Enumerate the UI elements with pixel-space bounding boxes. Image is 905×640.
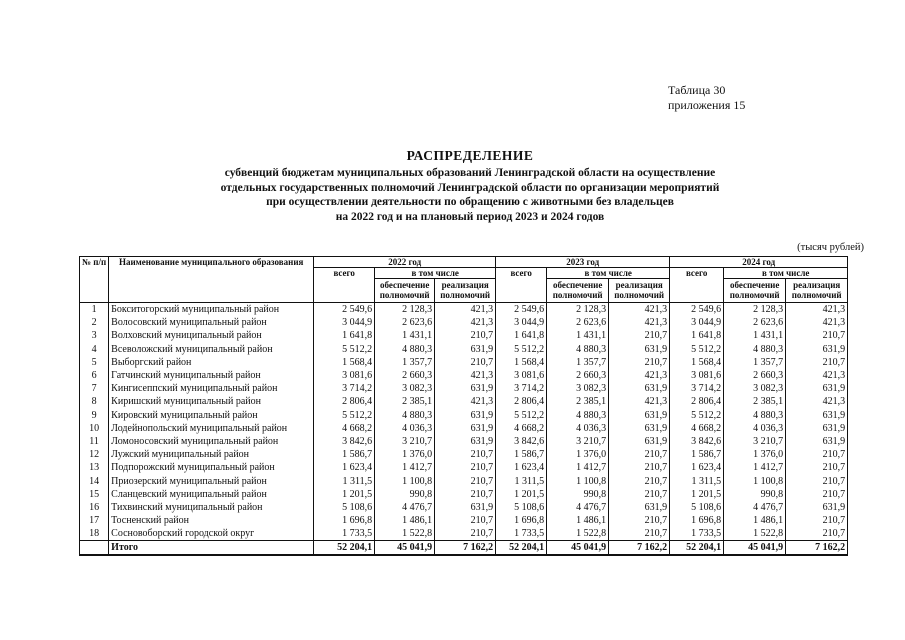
row-value: 5 512,2: [314, 343, 375, 356]
header-name: Наименование муниципального образования: [109, 257, 314, 303]
row-value: 1 623,4: [670, 461, 724, 474]
row-value: 631,9: [786, 501, 848, 514]
total-value: 7 162,2: [435, 541, 496, 556]
row-number: 11: [80, 435, 109, 448]
table-row: [80, 316, 848, 329]
row-value: 421,3: [609, 395, 670, 408]
row-number: 18: [80, 527, 109, 541]
municipality-name: Сланцевский муниципальный район: [109, 488, 314, 501]
row-value: 210,7: [786, 356, 848, 369]
row-value: 1 376,0: [375, 448, 435, 461]
row-value: 3 082,3: [375, 382, 435, 395]
row-value: 1 201,5: [496, 488, 547, 501]
row-value: 4 880,3: [547, 343, 609, 356]
row-value: 2 385,1: [724, 395, 786, 408]
row-value: 1 486,1: [547, 514, 609, 527]
row-value: 210,7: [435, 488, 496, 501]
row-value: 210,7: [609, 488, 670, 501]
row-value: 210,7: [435, 356, 496, 369]
row-value: 2 806,4: [314, 395, 375, 408]
municipality-name: Кировский муниципальный район: [109, 409, 314, 422]
row-value: 210,7: [609, 448, 670, 461]
row-value: 1 311,5: [670, 474, 724, 487]
row-value: 4 668,2: [670, 422, 724, 435]
row-value: 210,7: [435, 474, 496, 487]
header-realization: реализация полномочий: [786, 279, 848, 303]
row-value: 1 311,5: [496, 474, 547, 487]
table-number: Таблица 30: [668, 83, 726, 97]
row-value: 210,7: [435, 448, 496, 461]
table-row: [80, 422, 848, 435]
title-heading: РАСПРЕДЕЛЕНИЕ: [406, 148, 534, 163]
row-number: 1: [80, 303, 109, 317]
header-provision: обеспечение полномочий: [375, 279, 435, 303]
row-value: 421,3: [786, 316, 848, 329]
row-value: 631,9: [435, 501, 496, 514]
municipality-name: Бокситогорский муниципальный район: [109, 303, 314, 317]
municipality-name: Волосовский муниципальный район: [109, 316, 314, 329]
row-value: 1 586,7: [314, 448, 375, 461]
row-value: 210,7: [786, 329, 848, 342]
total-value: 52 204,1: [670, 541, 724, 556]
row-value: 421,3: [786, 303, 848, 317]
row-value: 5 108,6: [670, 501, 724, 514]
row-value: 1 100,8: [375, 474, 435, 487]
row-value: 1 100,8: [547, 474, 609, 487]
total-label: Итого: [109, 541, 314, 556]
row-value: 210,7: [609, 461, 670, 474]
table-row: [80, 461, 848, 474]
municipality-name: Волховский муниципальный район: [109, 329, 314, 342]
row-value: 631,9: [786, 409, 848, 422]
header-year: 2024 год: [670, 257, 848, 268]
row-value: 5 512,2: [496, 343, 547, 356]
row-value: 210,7: [609, 329, 670, 342]
row-value: 1 733,5: [314, 527, 375, 541]
row-value: 5 108,6: [496, 501, 547, 514]
header-realization: реализация полномочий: [609, 279, 670, 303]
row-value: 4 668,2: [314, 422, 375, 435]
table-reference: [668, 83, 745, 113]
row-value: 5 512,2: [496, 409, 547, 422]
row-value: 210,7: [435, 527, 496, 541]
row-number: 13: [80, 461, 109, 474]
row-value: 1 201,5: [670, 488, 724, 501]
row-value: 4 880,3: [375, 409, 435, 422]
row-value: 3 081,6: [496, 369, 547, 382]
row-value: 3 714,2: [314, 382, 375, 395]
row-value: 210,7: [786, 488, 848, 501]
municipality-name: Приозерский муниципальный район: [109, 474, 314, 487]
header-total: всего: [496, 268, 547, 303]
row-number: 4: [80, 343, 109, 356]
header-num: № п/п: [80, 257, 109, 303]
row-value: 421,3: [609, 316, 670, 329]
row-value: 631,9: [435, 409, 496, 422]
row-value: 2 385,1: [375, 395, 435, 408]
row-value: 210,7: [609, 356, 670, 369]
row-value: 1 733,5: [670, 527, 724, 541]
row-value: 2 660,3: [547, 369, 609, 382]
row-value: 3 714,2: [496, 382, 547, 395]
row-value: 4 880,3: [724, 343, 786, 356]
row-value: 3 044,9: [314, 316, 375, 329]
row-value: 210,7: [435, 461, 496, 474]
row-value: 210,7: [786, 448, 848, 461]
row-value: 421,3: [609, 303, 670, 317]
header-year: 2022 год: [314, 257, 496, 268]
row-value: 1 696,8: [314, 514, 375, 527]
row-value: 2 128,3: [547, 303, 609, 317]
row-value: 1 100,8: [724, 474, 786, 487]
row-value: 631,9: [609, 435, 670, 448]
municipality-name: Всеволожский муниципальный район: [109, 343, 314, 356]
table-row: [80, 488, 848, 501]
row-value: 631,9: [609, 422, 670, 435]
total-num-cell: [80, 541, 109, 556]
row-value: 631,9: [786, 422, 848, 435]
row-value: 631,9: [435, 343, 496, 356]
table-row: [80, 303, 848, 317]
row-value: 1 522,8: [375, 527, 435, 541]
row-number: 17: [80, 514, 109, 527]
row-value: 2 623,6: [724, 316, 786, 329]
row-value: 631,9: [609, 501, 670, 514]
header-total: всего: [670, 268, 724, 303]
municipality-name: Лодейнопольский муниципальный район: [109, 422, 314, 435]
row-value: 3 044,9: [496, 316, 547, 329]
header-realization: реализация полномочий: [435, 279, 496, 303]
row-value: 2 660,3: [724, 369, 786, 382]
row-value: 1 376,0: [547, 448, 609, 461]
row-number: 3: [80, 329, 109, 342]
total-row: [80, 541, 848, 556]
table-row: [80, 395, 848, 408]
row-value: 1 641,8: [496, 329, 547, 342]
row-value: 421,3: [435, 395, 496, 408]
row-value: 2 549,6: [496, 303, 547, 317]
row-value: 3 842,6: [314, 435, 375, 448]
row-value: 631,9: [609, 409, 670, 422]
row-value: 4 476,7: [724, 501, 786, 514]
header-total: всего: [314, 268, 375, 303]
row-value: 1 431,1: [724, 329, 786, 342]
row-value: 990,8: [547, 488, 609, 501]
row-number: 5: [80, 356, 109, 369]
table-row: [80, 448, 848, 461]
row-value: 4 880,3: [724, 409, 786, 422]
total-value: 7 162,2: [786, 541, 848, 556]
row-value: 2 385,1: [547, 395, 609, 408]
total-value: 45 041,9: [724, 541, 786, 556]
table-row: [80, 435, 848, 448]
row-value: 1 568,4: [670, 356, 724, 369]
row-value: 2 623,6: [547, 316, 609, 329]
row-value: 1 311,5: [314, 474, 375, 487]
row-value: 1 412,7: [375, 461, 435, 474]
row-value: 2 806,4: [670, 395, 724, 408]
table-row: [80, 474, 848, 487]
row-value: 1 522,8: [724, 527, 786, 541]
row-value: 210,7: [609, 514, 670, 527]
row-value: 3 082,3: [724, 382, 786, 395]
table-row: [80, 329, 848, 342]
table-row: [80, 409, 848, 422]
row-number: 10: [80, 422, 109, 435]
row-value: 1 522,8: [547, 527, 609, 541]
row-value: 421,3: [786, 395, 848, 408]
total-value: 45 041,9: [375, 541, 435, 556]
table-row: [80, 527, 848, 541]
row-value: 421,3: [435, 303, 496, 317]
row-value: 2 128,3: [724, 303, 786, 317]
header-year: 2023 год: [496, 257, 670, 268]
row-value: 1 376,0: [724, 448, 786, 461]
row-value: 3 082,3: [547, 382, 609, 395]
row-value: 2 128,3: [375, 303, 435, 317]
total-value: 7 162,2: [609, 541, 670, 556]
appendix-number: приложения 15: [668, 98, 746, 112]
row-value: 1 568,4: [496, 356, 547, 369]
row-value: 631,9: [609, 382, 670, 395]
row-value: 4 880,3: [547, 409, 609, 422]
row-number: 7: [80, 382, 109, 395]
row-value: 631,9: [435, 382, 496, 395]
row-value: 4 036,3: [547, 422, 609, 435]
table-row: [80, 382, 848, 395]
units-label: (тысяч рублей): [797, 242, 864, 253]
municipality-name: Лужский муниципальный район: [109, 448, 314, 461]
total-value: 52 204,1: [314, 541, 375, 556]
row-number: 6: [80, 369, 109, 382]
row-value: 631,9: [786, 435, 848, 448]
row-value: 1 568,4: [314, 356, 375, 369]
row-value: 4 880,3: [375, 343, 435, 356]
title-line: отдельных государственных полномочий Ленинградской области по организации мероприятий: [220, 181, 720, 194]
row-value: 3 081,6: [670, 369, 724, 382]
row-value: 5 512,2: [314, 409, 375, 422]
row-number: 9: [80, 409, 109, 422]
row-value: 631,9: [786, 382, 848, 395]
row-value: 631,9: [435, 435, 496, 448]
row-value: 3 842,6: [670, 435, 724, 448]
title-line: при осуществлении деятельности по обращению с животными без владельцев: [266, 196, 674, 208]
row-value: 421,3: [435, 316, 496, 329]
row-value: 1 357,7: [547, 356, 609, 369]
row-value: 1 586,7: [670, 448, 724, 461]
row-value: 1 623,4: [496, 461, 547, 474]
total-value: 45 041,9: [547, 541, 609, 556]
row-value: 3 044,9: [670, 316, 724, 329]
municipality-name: Кингисеппский муниципальный район: [109, 382, 314, 395]
title-line: на 2022 год и на плановый период 2023 и 2024 годов: [335, 210, 605, 223]
row-value: 631,9: [786, 343, 848, 356]
row-value: 1 431,1: [547, 329, 609, 342]
row-value: 210,7: [435, 514, 496, 527]
row-value: 5 512,2: [670, 343, 724, 356]
header-provision: обеспечение полномочий: [547, 279, 609, 303]
row-value: 210,7: [609, 527, 670, 541]
row-value: 1 586,7: [496, 448, 547, 461]
municipality-name: Ломоносовский муниципальный район: [109, 435, 314, 448]
table-row: [80, 343, 848, 356]
row-number: 15: [80, 488, 109, 501]
row-value: 210,7: [435, 329, 496, 342]
row-number: 16: [80, 501, 109, 514]
row-value: 2 549,6: [670, 303, 724, 317]
table-row: [80, 514, 848, 527]
row-value: 5 512,2: [670, 409, 724, 422]
row-value: 2 623,6: [375, 316, 435, 329]
row-value: 990,8: [375, 488, 435, 501]
row-value: 210,7: [609, 474, 670, 487]
document-title: [150, 147, 790, 224]
row-value: 210,7: [786, 514, 848, 527]
row-value: 1 696,8: [496, 514, 547, 527]
row-value: 1 486,1: [375, 514, 435, 527]
row-value: 2 549,6: [314, 303, 375, 317]
municipality-name: Подпорожский муниципальный район: [109, 461, 314, 474]
row-value: 3 842,6: [496, 435, 547, 448]
row-value: 4 668,2: [496, 422, 547, 435]
row-value: 1 412,7: [724, 461, 786, 474]
row-value: 210,7: [786, 474, 848, 487]
municipality-name: Тихвинский муниципальный район: [109, 501, 314, 514]
row-value: 4 036,3: [724, 422, 786, 435]
row-value: 2 806,4: [496, 395, 547, 408]
row-value: 3 210,7: [547, 435, 609, 448]
row-value: 421,3: [786, 369, 848, 382]
row-value: 1 357,7: [724, 356, 786, 369]
table-row: [80, 501, 848, 514]
table-row: [80, 369, 848, 382]
municipality-name: Тосненский район: [109, 514, 314, 527]
title-line: субвенций бюджетам муниципальных образований Ленинградской области на осуществление: [224, 167, 716, 179]
row-value: 1 431,1: [375, 329, 435, 342]
municipality-name: Киришский муниципальный район: [109, 395, 314, 408]
row-number: 8: [80, 395, 109, 408]
row-value: 4 036,3: [375, 422, 435, 435]
row-value: 1 486,1: [724, 514, 786, 527]
header-incl: в том числе: [375, 268, 496, 279]
row-value: 210,7: [786, 527, 848, 541]
header-incl: в том числе: [547, 268, 670, 279]
header-incl: в том числе: [724, 268, 848, 279]
total-value: 52 204,1: [496, 541, 547, 556]
row-value: 631,9: [609, 343, 670, 356]
row-value: 5 108,6: [314, 501, 375, 514]
municipality-name: Выборгский район: [109, 356, 314, 369]
row-value: 990,8: [724, 488, 786, 501]
row-value: 631,9: [435, 422, 496, 435]
row-value: 2 660,3: [375, 369, 435, 382]
row-value: 421,3: [609, 369, 670, 382]
row-value: 4 476,7: [547, 501, 609, 514]
row-value: 3 210,7: [724, 435, 786, 448]
table-row: [80, 356, 848, 369]
row-value: 1 412,7: [547, 461, 609, 474]
row-value: 4 476,7: [375, 501, 435, 514]
row-value: 1 357,7: [375, 356, 435, 369]
row-number: 14: [80, 474, 109, 487]
row-value: 421,3: [435, 369, 496, 382]
municipality-name: Гатчинский муниципальный район: [109, 369, 314, 382]
row-number: 2: [80, 316, 109, 329]
row-value: 1 623,4: [314, 461, 375, 474]
row-value: 1 201,5: [314, 488, 375, 501]
row-number: 12: [80, 448, 109, 461]
row-value: 1 641,8: [670, 329, 724, 342]
row-value: 3 210,7: [375, 435, 435, 448]
municipality-name: Сосновоборский городской округ: [109, 527, 314, 541]
row-value: 1 696,8: [670, 514, 724, 527]
row-value: 1 641,8: [314, 329, 375, 342]
header-provision: обеспечение полномочий: [724, 279, 786, 303]
distribution-table: [79, 256, 848, 556]
row-value: 3 081,6: [314, 369, 375, 382]
row-value: 3 714,2: [670, 382, 724, 395]
row-value: 1 733,5: [496, 527, 547, 541]
row-value: 210,7: [786, 461, 848, 474]
